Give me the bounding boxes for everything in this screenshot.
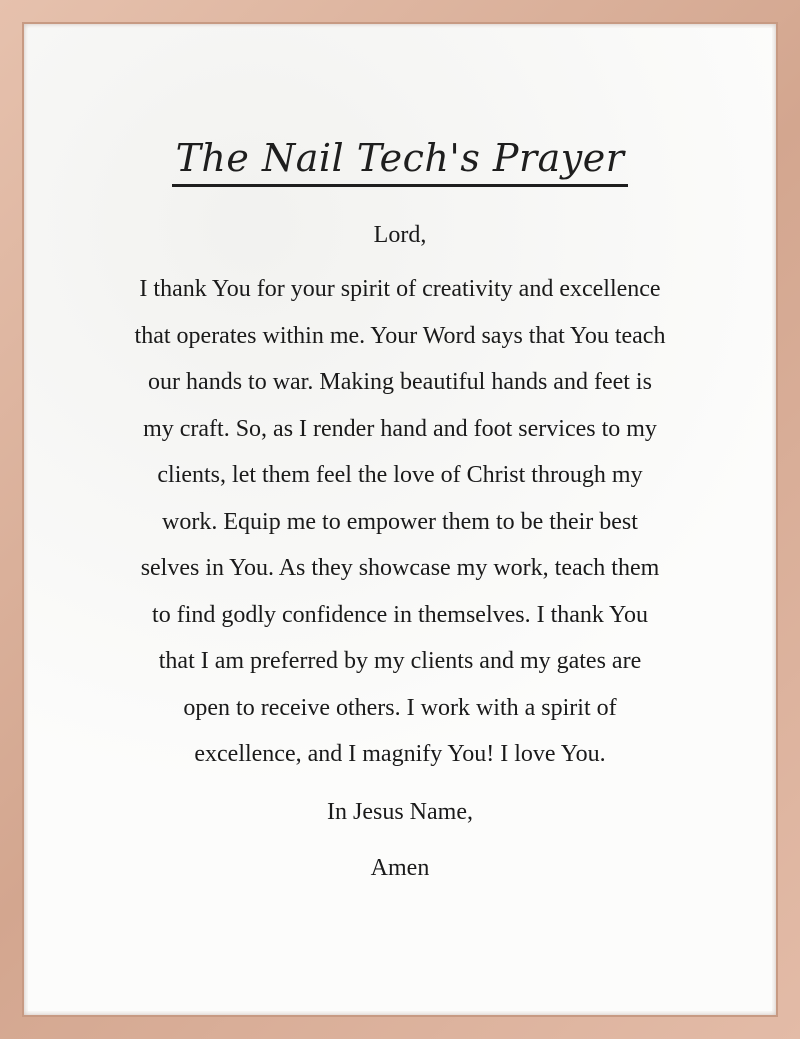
prayer-body: [88, 216, 712, 888]
closing-line: In Jesus Name,: [327, 798, 473, 825]
prayer-line: my craft. So, as I render hand and foot services to my: [143, 415, 657, 442]
prayer-line: our hands to war. Making beautiful hands and feet is: [148, 369, 652, 395]
prayer-line: open to receive others. I work with a spirit of: [183, 694, 617, 721]
prayer-line: excellence, and I magnify You! I love You.: [194, 741, 606, 767]
salutation: Lord,: [373, 222, 427, 248]
prayer-line: work. Equip me to empower them to be their best: [162, 508, 638, 535]
prayer-line: that I am preferred by my clients and my gates are: [158, 648, 642, 674]
prayer-paragraph: [88, 266, 712, 778]
prayer-line: I thank You for your spirit of creativity and excellence: [139, 276, 661, 302]
prayer-line: clients, let them feel the love of Christ through my: [157, 462, 643, 488]
amen-line: Amen: [370, 854, 430, 881]
page-title: The Nail Tech's Prayer: [172, 136, 629, 187]
prayer-line: selves in You. As they showcase my work, teach them: [140, 555, 660, 581]
title-container: [28, 136, 772, 187]
prayer-line: that operates within me. Your Word says that You teach: [134, 322, 666, 349]
prayer-line: to find godly confidence in themselves. I thank You: [152, 601, 648, 628]
prayer-paper: [28, 28, 772, 1011]
